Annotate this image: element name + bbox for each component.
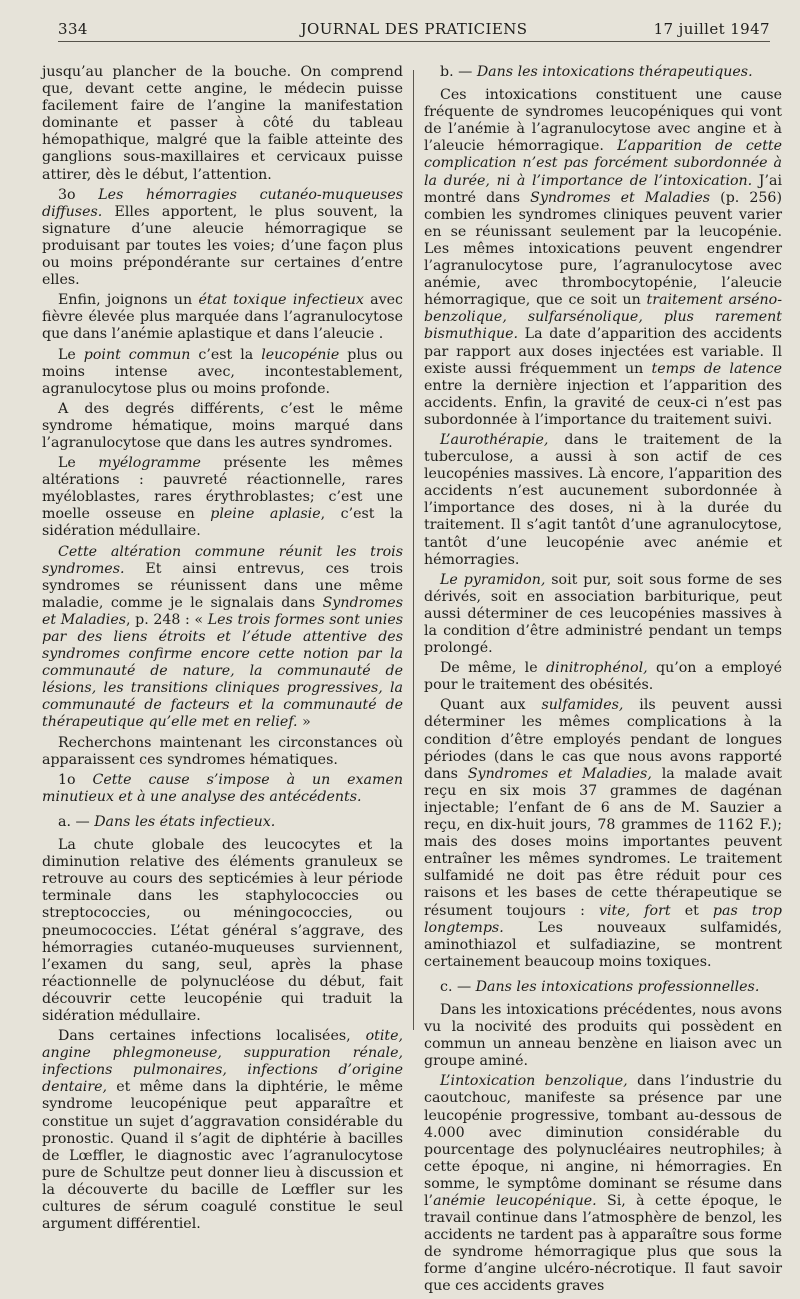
italic-text: Syndromes et Maladies [530, 189, 711, 206]
italic-text: état toxique infectieux [198, 292, 364, 309]
paragraph [42, 772, 403, 806]
text-run: La date d’apparition des accidents par rapport aux doses injectées est variable. Il existe aussi fréquemment un [424, 326, 782, 377]
paragraph [424, 432, 782, 569]
text-run: Le [58, 346, 84, 363]
italic-text: Les hémorragies cutanéo-muqueuses diffuses. [42, 186, 403, 220]
italic-text: Syndromes et Maladies [42, 594, 403, 628]
text-run: 3o [58, 186, 99, 203]
issue-date: 17 juillet 1947 [653, 20, 770, 38]
italic-text: Dans les états infectieux. [94, 813, 276, 830]
text-run: Le [58, 455, 99, 472]
paragraph [424, 1002, 782, 1070]
italic-text: Dans les intoxications thérapeutiques. [476, 64, 753, 80]
paragraph [424, 572, 782, 657]
text-run: Quant aux [440, 697, 542, 714]
text-run: A des degrés différents, c’est le même syndrome hématique, moins marqué dans l’agranulocytose que dans les autres syndromes. [42, 400, 403, 451]
text-run: Dans certaines infections localisées, [58, 1028, 366, 1045]
page-number: 334 [58, 20, 88, 38]
left-column [42, 64, 403, 1236]
italic-text: vite, fort [598, 902, 671, 919]
italic-text: L’intoxication benzolique, [440, 1073, 628, 1090]
text-run: qu’on a employé pour le traitement des obésités. [424, 660, 782, 694]
right-column [424, 64, 782, 1299]
text-run: plus ou moins intense avec, incontestablement, agranulocytose plus ou moins profonde. [42, 346, 403, 397]
paragraph [42, 735, 403, 769]
text-run: De même, le [440, 660, 546, 677]
italic-text: sulfamides, [541, 697, 624, 714]
text-run: Enfin, joignons un [58, 292, 199, 309]
page-header [58, 17, 770, 42]
paragraph [424, 697, 782, 971]
italic-text: Les trois formes sont unies par des liens étroits et l’étude attentive des syndromes confirme encore cette notion par la communauté de nature, la communauté de lésions, les transitions cliniques progressives, la communauté de facteurs et la communauté de thérapeutique qu’elle met en relief. [42, 611, 403, 731]
text-run: entre la dernière injection et l’apparition des accidents. Enfin, la gravité de ceux-ci n’est pas subordonnée à l’importance du traitement suivi. [424, 377, 782, 428]
paragraph [42, 544, 403, 732]
italic-text: Le pyramidon, [440, 571, 546, 588]
italic-text: anémie leucopénique. [433, 1193, 597, 1209]
italic-text: otite, angine phlegmoneuse, suppuration rénale, infections pulmonaires, infections d’origine dentaire, [42, 1028, 403, 1096]
text-run: La chute globale des leucocytes et la diminution relative des éléments granuleux se retrouve au cours des septicémies à leur période terminale dans les staphylococcies ou streptococcies, ou méningococcies, ou pneumococcies. L’état général s’aggrave, des hémorragies cutanéo-muqueuses surviennent, l’examen du sang, seul, après la phase réactionnelle de polynucléose du début, fait découvrir cette leucopénie qui traduit la sidération médullaire. [42, 837, 403, 1024]
text-run: présente les mêmes altérations : pauvreté réactionnelle, rares myéloblastes, rares érythroblastes; c’est une moelle osseuse en [42, 455, 403, 523]
italic-text: Dans les intoxications professionnelles. [475, 978, 760, 995]
text-run: b. — [440, 64, 477, 80]
section-heading-a [42, 814, 403, 831]
text-run: Et ainsi entrevus, ces trois syndromes se réunissent dans une même maladie, comme je le signalais dans [42, 560, 403, 611]
text-run: c’est la [190, 346, 262, 363]
text-run: Les nouveaux sulfamidés, aminothiazol et sulfadiazine, se montrent certainement beaucoup moins toxiques. [424, 919, 782, 970]
text-run: soit pur, soit sous forme de ses dérivés, soit en association barbiturique, peut aussi déterminer de ces leucopénies massives à la condition d’être administré pendant un temps prolongé. [424, 571, 782, 657]
paragraph [424, 1073, 782, 1295]
text-run: ils peuvent aussi déterminer les mêmes complications à la condition d’être employés pendant de longues périodes (dans le cas que nous avons rapporté dans [424, 697, 782, 782]
paragraph [42, 187, 403, 290]
text-run: avec fièvre élevée plus marquée dans l’agranulocytose que dans l’anémie aplastique et dans l’aleucie . [42, 292, 403, 343]
text-run: Elles apportent, le plus souvent, la signature d’une aleucie hémorragique se produisant par toutes les voies; d’une façon plus ou moins prépondérante sur certaines d’entre elles. [42, 203, 403, 289]
text-run: 1o [58, 771, 93, 788]
text-run: , c’est la sidération médullaire. [42, 506, 403, 540]
text-run: J’ai montré dans [424, 172, 783, 206]
italic-text: dinitrophénol, [545, 660, 648, 677]
column-divider [413, 70, 414, 1030]
italic-text: point commun [83, 346, 191, 363]
paragraph [42, 455, 403, 540]
text-run: dans le traitement de la tuberculose, a aussi à son actif de ces leucopénies massives. Là encore, l’apparition des accidents n’est aucunement subordonnée à l’importance des doses, ni à la durée du traitement. Il s’agit tantôt d’une agranulocytose, tantôt d’une leucopénie avec anémie et hémorragies. [424, 431, 782, 568]
paragraph [42, 401, 403, 452]
italic-text: Cette cause s’impose à un examen minutieux et à une analyse des antécédents. [42, 771, 403, 805]
paragraph [424, 87, 782, 429]
italic-text: pas trop longtemps. [424, 902, 782, 936]
text-run: , p. 248 : « [126, 611, 208, 628]
text-run: jusqu’au plancher de la bouche. On comprend que, devant cette angine, le médecin puisse facilement faire de l’angine la manifestation dominante et passer à côté du tableau hémopathique, malgré que la faible atteinte des ganglions sous-maxillaires et cervicaux puisse attirer, dès le début, l’attention. [42, 64, 403, 183]
italic-text: temps de latence [651, 360, 782, 377]
italic-text: pleine aplasie [210, 506, 321, 523]
text-run: Si, à cette époque, le travail continue dans l’atmosphère de benzol, les accidents ne tardent pas à apparaître sous forme de syndrome hémorragique plus que sous la forme d’angine ulcéro-nécrotique. Il faut savoir que ces accidents graves [424, 1193, 782, 1295]
text-run: et même dans la diphtérie, le même syndrome leucopénique peut apparaître et constitue un sujet d’aggravation considérable du pronostic. Quand il s’agit de diphtérie à bacilles de Lœffler, le diagnostic avec l’agranulocytose pure de Schultze peut donner lieu à discussion et la découverte du bacille de Lœffler sur les cultures de sérum coagulé constitue le seul argument différentiel. [42, 1079, 403, 1233]
text-run: (p. 256) combien les syndromes cliniques peuvent varier en se réunissant seulement par la leucopénie. Les mêmes intoxications peuvent engendrer l’agranulocytose pure, l’agranulocytose avec anémie, avec thrombocytopénie, l’aleucie hémorragique, que ce soit un [424, 189, 782, 309]
paragraph [42, 1028, 403, 1233]
italic-text: leucopénie [261, 346, 340, 363]
paragraph [42, 64, 403, 184]
text-run: la malade avait reçu en six mois 37 grammes de dagénan injectable; l’enfant de 6 ans de M. Sauzier a reçu, en dix-huit jours, 78 grammes de 1162 F.); mais des doses moins importantes peuvent entraîner les mêmes syndromes. Le traitement sulfamidé ne doit pas être réduit pour ces raisons et les bases de cette thérapeutique se résument toujours : [424, 765, 783, 919]
text-run: a. — [58, 813, 95, 830]
italic-text: traitement arséno-benzolique, sulfarsénolique, plus rarement bismuthique. [424, 292, 782, 343]
paragraph [42, 837, 403, 1025]
text-run: Ces intoxications constituent une cause fréquente de syndromes leucopéniques qui vont de l’anémie à l’agranulocytose avec angine et à l’aleucie hémorragique. [424, 87, 782, 155]
section-heading-b [424, 64, 782, 81]
paragraph [42, 347, 403, 398]
text-run: c. — [440, 978, 476, 995]
italic-text: Syndromes et Maladies, [467, 765, 652, 782]
italic-text: L’aurothérapie, [440, 431, 549, 448]
italic-text: Cette altération commune réunit les trois syndromes. [42, 543, 403, 577]
paragraph [424, 660, 782, 694]
text-run: dans l’industrie du caoutchouc, manifeste sa présence par une leucopénie progressive, tombant au-dessous de 4.000 avec diminution considérable du pourcentage des polynucléaires neutrophiles; à cette époque, ni angine, ni hémorragies. En somme, le symptôme dominant se résume dans l’ [424, 1073, 782, 1209]
text-run: Recherchons maintenant les circonstances où apparaissent ces syndromes hématiques. [42, 734, 403, 768]
section-heading-c [424, 979, 782, 996]
italic-text: myélogramme [98, 455, 201, 472]
paragraph [42, 292, 403, 343]
journal-title: JOURNAL DES PRATICIENS [300, 20, 528, 38]
text-run: » [297, 714, 311, 731]
text-run: Dans les intoxications précédentes, nous avons vu la nocivité des produits qui possèdent en commun un anneau benzène en liaison avec un groupe aminé. [424, 1001, 782, 1070]
italic-text: L’apparition de cette complication n’est pas forcément subordonnée à la durée, ni à l’importance de l’intoxication. [424, 138, 782, 189]
text-run: et [670, 902, 713, 919]
